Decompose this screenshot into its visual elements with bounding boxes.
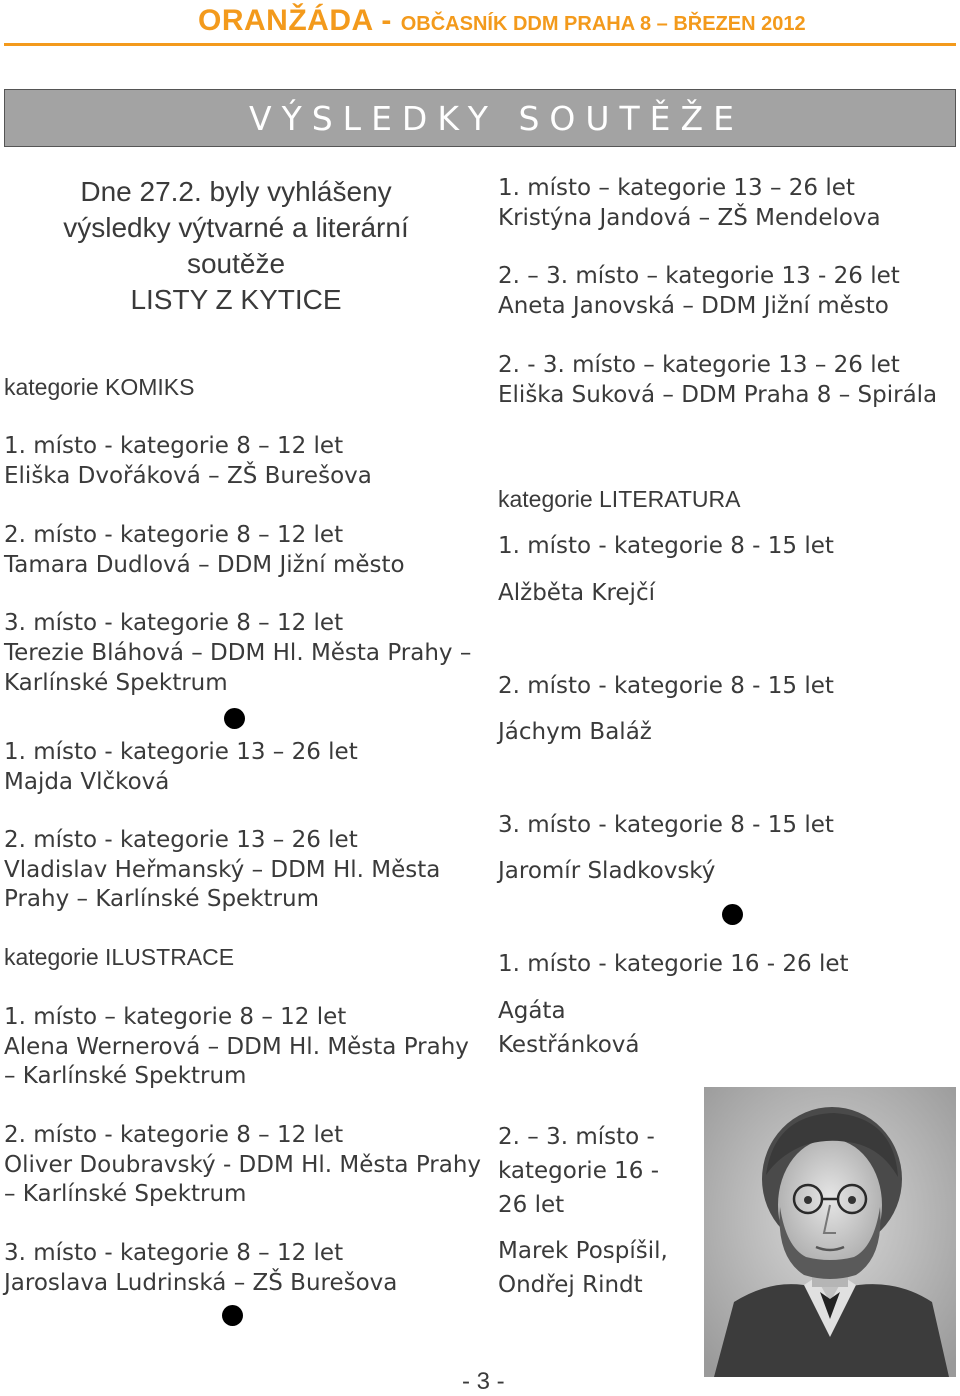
result-name: Majda Vlčková <box>4 769 170 795</box>
result-place: 1. místo – kategorie 8 – 12 let <box>4 1004 347 1030</box>
result-place: 3. místo - kategorie 8 – 12 let <box>4 610 344 636</box>
portrait-photo <box>704 1087 956 1377</box>
result-name: Karlínské Spektrum <box>4 670 228 696</box>
result-place: 1. místo - kategorie 16 - 26 let <box>498 951 849 977</box>
section-banner <box>4 89 956 147</box>
result-name: Marek Pospíšil, <box>498 1238 668 1264</box>
result-place: 2. - 3. místo – kategorie 13 – 26 let <box>498 352 900 378</box>
result-name: Jaroslava Ludrinská – ZŠ Burešova <box>4 1270 398 1296</box>
result-name: Terezie Bláhová – DDM Hl. Města Prahy – <box>4 640 472 666</box>
result-name: Vladislav Heřmanský – DDM Hl. Města <box>4 857 441 883</box>
intro-block <box>22 174 450 318</box>
result-place: 1. místo – kategorie 13 – 26 let <box>498 175 855 201</box>
result-name: Ondřej Rindt <box>498 1272 643 1298</box>
result-name: Prahy – Karlínské Spektrum <box>4 886 319 912</box>
result-place: 2. místo - kategorie 13 – 26 let <box>4 827 358 853</box>
result-name: – Karlínské Spektrum <box>4 1181 247 1207</box>
masthead-title <box>198 4 806 38</box>
result-place: 2. – 3. místo – kategorie 13 - 26 let <box>498 263 900 289</box>
result-name: Jaromír Sladkovský <box>498 858 716 884</box>
bullet-separator <box>722 904 743 925</box>
masthead-rule <box>4 43 956 46</box>
category-heading-literatura: kategorie LITERATURA <box>498 486 741 512</box>
banner-title: VÝSLEDKY SOUTĚŽE <box>249 99 744 138</box>
page-number: - 3 - <box>462 1368 505 1395</box>
masthead-brand: ORANŽÁDA <box>198 4 373 37</box>
result-place: kategorie 16 - <box>498 1158 660 1184</box>
result-name: Jáchym Baláž <box>498 719 652 745</box>
result-name: Tamara Dudlová – DDM Jižní město <box>4 552 405 578</box>
category-heading-ilustrace: kategorie ILUSTRACE <box>4 944 235 970</box>
result-place: 1. místo - kategorie 13 – 26 let <box>4 739 358 765</box>
result-place: 26 let <box>498 1192 565 1218</box>
result-place: 1. místo - kategorie 8 - 15 let <box>498 533 834 559</box>
intro-line: Dne 27.2. byly vyhlášeny <box>80 176 392 207</box>
result-name: Agáta <box>498 998 566 1024</box>
intro-line: soutěže <box>186 248 286 279</box>
result-name: Alena Wernerová – DDM Hl. Města Prahy <box>4 1034 469 1060</box>
result-name: Aneta Janovská – DDM Jižní město <box>498 293 889 319</box>
result-place: 1. místo - kategorie 8 – 12 let <box>4 433 344 459</box>
result-place: 3. místo - kategorie 8 – 12 let <box>4 1240 344 1266</box>
bullet-separator <box>224 708 245 729</box>
masthead <box>0 0 960 46</box>
result-place: 3. místo - kategorie 8 - 15 let <box>498 812 834 838</box>
category-heading-komiks: kategorie KOMIKS <box>4 374 195 400</box>
result-name: – Karlínské Spektrum <box>4 1063 247 1089</box>
result-place: 2. místo - kategorie 8 – 12 let <box>4 522 344 548</box>
masthead-subtitle: OBČASNÍK DDM PRAHA 8 – BŘEZEN 2012 <box>400 13 806 35</box>
intro-line: výsledky výtvarné a literární <box>63 212 409 243</box>
result-place: 2. místo - kategorie 8 - 15 let <box>498 673 834 699</box>
result-name: Oliver Doubravský - DDM Hl. Města Prahy <box>4 1152 482 1178</box>
result-place: 2. místo - kategorie 8 – 12 let <box>4 1122 344 1148</box>
masthead-separator: - <box>372 4 401 37</box>
result-name: Kestřánková <box>498 1032 640 1058</box>
result-name: Eliška Suková – DDM Praha 8 – Spirála <box>498 382 938 408</box>
result-place: 2. – 3. místo - <box>498 1124 655 1150</box>
bullet-separator <box>222 1305 243 1326</box>
result-name: Kristýna Jandová – ZŠ Mendelova <box>498 205 881 231</box>
intro-line: LISTY Z KYTICE <box>130 284 342 315</box>
result-name: Eliška Dvořáková – ZŠ Burešova <box>4 463 372 489</box>
result-name: Alžběta Krejčí <box>498 580 655 606</box>
